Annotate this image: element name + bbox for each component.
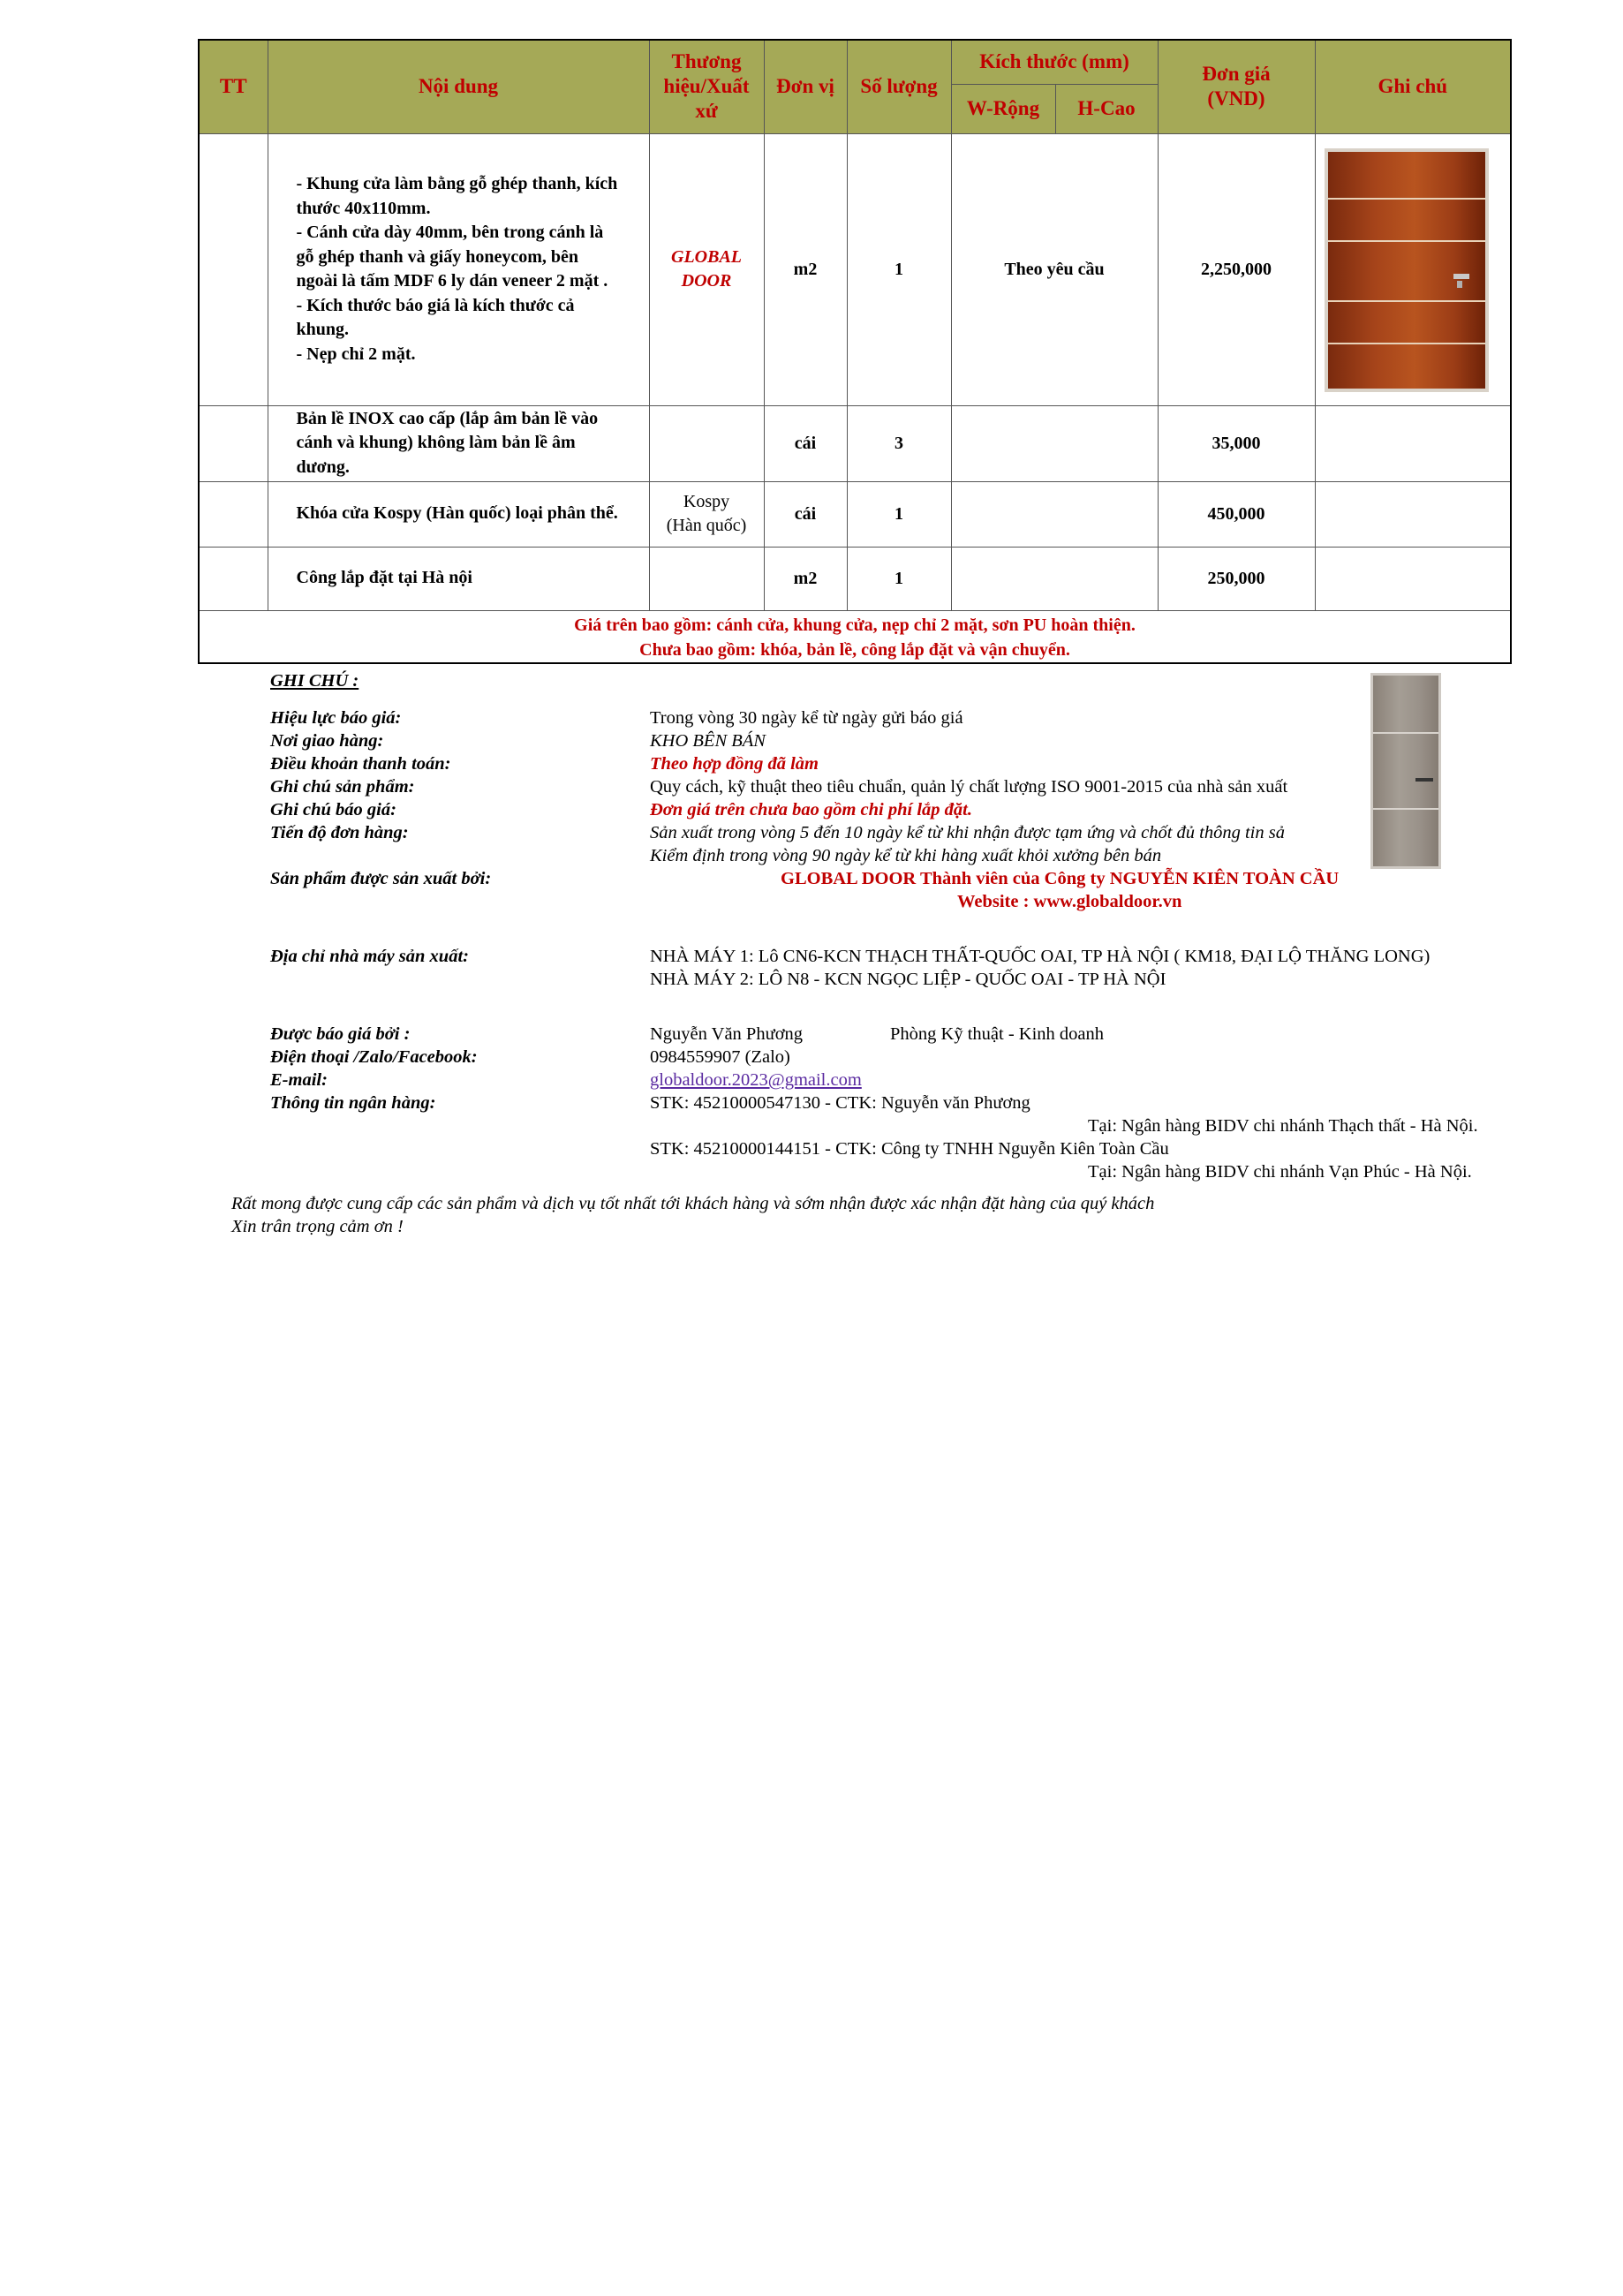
- door-inlay-strip: [1328, 240, 1485, 242]
- header-brand-line: xứ: [695, 100, 718, 123]
- cell-price: 450,000: [1158, 481, 1315, 547]
- cell-tt: [199, 133, 268, 405]
- email-link[interactable]: globaldoor.2023@gmail.com: [650, 1070, 862, 1090]
- bank-account: STK: 45210000547130 - CTK: Nguyễn văn Phương: [650, 1093, 1030, 1113]
- header-brand-line: Thương: [671, 50, 742, 73]
- delivery-value: KHO BÊN BÁN: [650, 731, 766, 751]
- desc-line: Công lắp đặt tại Hà nội: [296, 568, 472, 588]
- cell-size: [951, 481, 1158, 547]
- cell-size: [951, 405, 1158, 481]
- product-note-label: Ghi chú sản phẩm:: [270, 777, 415, 797]
- bank-branch: Tại: Ngân hàng BIDV chi nhánh Thạch thất - Hà Nội.: [1088, 1116, 1478, 1136]
- header-content: Nội dung: [268, 40, 649, 133]
- table-row: [199, 547, 1511, 610]
- factory-address: NHÀ MÁY 1: Lô CN6-KCN THẠCH THẤT-QUỐC OAI, TP HÀ NỘI ( KM18, ĐẠI LỘ THĂNG LONG): [650, 947, 1431, 966]
- brand-line: GLOBAL: [671, 247, 742, 267]
- header-size: Kích thước (mm): [951, 40, 1158, 84]
- desc-line: Bản lề INOX cao cấp (lắp âm bản lề vào: [296, 408, 599, 428]
- table-footer: [199, 610, 1511, 663]
- footer-included: Giá trên bao gồm: cánh cửa, khung cửa, nẹp chỉ 2 mặt, sơn PU hoàn thiện.: [574, 615, 1136, 635]
- desc-line: ngoài là tấm MDF 6 ly dán veneer 2 mặt .: [296, 271, 608, 291]
- door-inlay-strip: [1328, 343, 1485, 344]
- quoted-by-label: Được báo giá bởi :: [270, 1024, 411, 1044]
- notes-heading: GHI CHÚ :: [270, 671, 359, 691]
- header-row: [199, 40, 1511, 84]
- desc-line: khung.: [296, 320, 349, 339]
- cell-brand: [649, 133, 764, 405]
- cell-size: [951, 547, 1158, 610]
- header-price-line: Đơn giá: [1202, 63, 1271, 86]
- bank-branch: Tại: Ngân hàng BIDV chi nhánh Vạn Phúc - Hà Nội.: [1088, 1162, 1472, 1182]
- header-unit: Đơn vị: [764, 40, 847, 133]
- factory-label: Địa chỉ nhà máy sản xuất:: [270, 947, 469, 966]
- progress-line: Kiểm định trong vòng 90 ngày kể từ khi hàng xuất khỏi xưởng bên bán: [650, 846, 1162, 865]
- producer-label: Sản phẩm được sản xuất bởi:: [270, 869, 492, 888]
- cell-note: [1315, 547, 1511, 610]
- cell-tt: [199, 481, 268, 547]
- closing-thanks: Xin trân trọng cảm ơn !: [231, 1217, 404, 1236]
- progress-label: Tiến độ đơn hàng:: [270, 823, 409, 842]
- brand-line: (Hàn quốc): [666, 516, 747, 535]
- bank-account: STK: 45210000144151 - CTK: Công ty TNHH Nguyễn Kiên Toàn Cầu: [650, 1139, 1169, 1159]
- cell-price: 250,000: [1158, 547, 1315, 610]
- phone-value: 0984559907 (Zalo): [650, 1047, 790, 1067]
- cell-qty: 1: [847, 547, 951, 610]
- delivery-label: Nơi giao hàng:: [270, 731, 384, 751]
- cell-qty: 1: [847, 133, 951, 405]
- cell-price: 35,000: [1158, 405, 1315, 481]
- door-lock: [1457, 281, 1462, 288]
- cell-unit: m2: [764, 133, 847, 405]
- cell-unit: m2: [764, 547, 847, 610]
- email-label: E-mail:: [270, 1070, 328, 1090]
- cell-desc: [268, 133, 649, 405]
- desc-line: - Cánh cửa dày 40mm, bên trong cánh là: [296, 223, 604, 242]
- cell-tt: [199, 547, 268, 610]
- cell-tt: [199, 405, 268, 481]
- producer-company: GLOBAL DOOR Thành viên của Công ty NGUYỄN KIÊN TOÀN CẦU: [781, 869, 1340, 888]
- cell-brand: [649, 547, 764, 610]
- door-inlay-strip: [1373, 732, 1438, 734]
- quoted-by-name: Nguyễn Văn Phương: [650, 1024, 804, 1044]
- desc-line: gỗ ghép thanh và giấy honeycom, bên: [296, 246, 578, 267]
- door-image-grey: [1370, 673, 1441, 869]
- desc-line: - Nẹp chỉ 2 mặt.: [296, 344, 416, 364]
- table-row: [199, 481, 1511, 547]
- quote-note-label: Ghi chú báo giá:: [270, 800, 396, 819]
- cell-price: 2,250,000: [1158, 133, 1315, 405]
- bank-label: Thông tin ngân hàng:: [270, 1093, 436, 1113]
- header-brand-line: hiệu/Xuất: [663, 75, 750, 98]
- cell-size: Theo yêu cầu: [951, 133, 1158, 405]
- validity-label: Hiệu lực báo giá:: [270, 708, 402, 728]
- door-image-wood: [1325, 148, 1489, 392]
- quoted-by-dept: Phòng Kỹ thuật - Kinh doanh: [890, 1024, 1104, 1044]
- desc-line: cánh và khung) không làm bản lề âm: [296, 433, 576, 453]
- quote-note-value: Đơn giá trên chưa bao gồm chi phí lắp đặt.: [650, 800, 972, 819]
- door-handle: [1415, 778, 1433, 782]
- cell-desc: [268, 547, 649, 610]
- validity-value: Trong vòng 30 ngày kể từ ngày gửi báo giá: [650, 708, 963, 728]
- header-qty: Số lượng: [847, 40, 951, 133]
- table-row: [199, 133, 1511, 405]
- cell-brand: [649, 405, 764, 481]
- header-tt: TT: [199, 40, 268, 133]
- product-note-value: Quy cách, kỹ thuật theo tiêu chuẩn, quản lý chất lượng ISO 9001-2015 của nhà sản xuất: [650, 777, 1288, 797]
- quote-table: [198, 39, 1512, 664]
- payment-value: Theo hợp đồng đã làm: [650, 754, 819, 774]
- cell-brand: [649, 481, 764, 547]
- closing-message: Rất mong được cung cấp các sản phẩm và dịch vụ tốt nhất tới khách hàng và sớm nhận được xác nhận đặt hàng của quý khách: [231, 1194, 1155, 1213]
- table-row: [199, 405, 1511, 481]
- progress-line: Sản xuất trong vòng 5 đến 10 ngày kể từ khi nhận được tạm ứng và chốt đủ thông tin sả: [650, 823, 1285, 842]
- cell-unit: cái: [764, 405, 847, 481]
- desc-line: - Kích thước báo giá là kích thước cả: [296, 295, 575, 315]
- cell-note: [1315, 405, 1511, 481]
- table-footer-row: [199, 610, 1511, 663]
- cell-desc: [268, 405, 649, 481]
- header-price: [1158, 40, 1315, 133]
- header-width: W-Rộng: [951, 84, 1055, 133]
- brand-line: Kospy: [683, 492, 730, 511]
- door-inlay-strip: [1328, 198, 1485, 200]
- door-inlay-strip: [1373, 808, 1438, 810]
- desc-line: - Khung cửa làm bằng gỗ ghép thanh, kích: [296, 174, 618, 193]
- header-height: H-Cao: [1055, 84, 1158, 133]
- phone-label: Điện thoại /Zalo/Facebook:: [270, 1047, 478, 1067]
- door-inlay-strip: [1328, 300, 1485, 302]
- desc-line: Khóa cửa Kospy (Hàn quốc) loại phân thể.: [296, 503, 618, 524]
- payment-label: Điều khoản thanh toán:: [270, 754, 451, 774]
- brand-line: DOOR: [681, 271, 732, 291]
- producer-website[interactable]: Website : www.globaldoor.vn: [957, 892, 1182, 911]
- cell-note: [1315, 481, 1511, 547]
- header-brand: [649, 40, 764, 133]
- factory-address: NHÀ MÁY 2: LÔ N8 - KCN NGỌC LIỆP - QUỐC OAI - TP HÀ NỘI: [650, 970, 1166, 989]
- door-handle: [1453, 274, 1469, 279]
- cell-desc: [268, 481, 649, 547]
- desc-line: dương.: [296, 457, 350, 477]
- header-price-line: (VND): [1207, 87, 1265, 110]
- cell-unit: cái: [764, 481, 847, 547]
- cell-qty: 3: [847, 405, 951, 481]
- footer-excluded: Chưa bao gồm: khóa, bản lề, công lắp đặt và vận chuyển.: [639, 639, 1070, 660]
- cell-qty: 1: [847, 481, 951, 547]
- desc-line: thước 40x110mm.: [296, 198, 431, 218]
- header-note: Ghi chú: [1315, 40, 1511, 133]
